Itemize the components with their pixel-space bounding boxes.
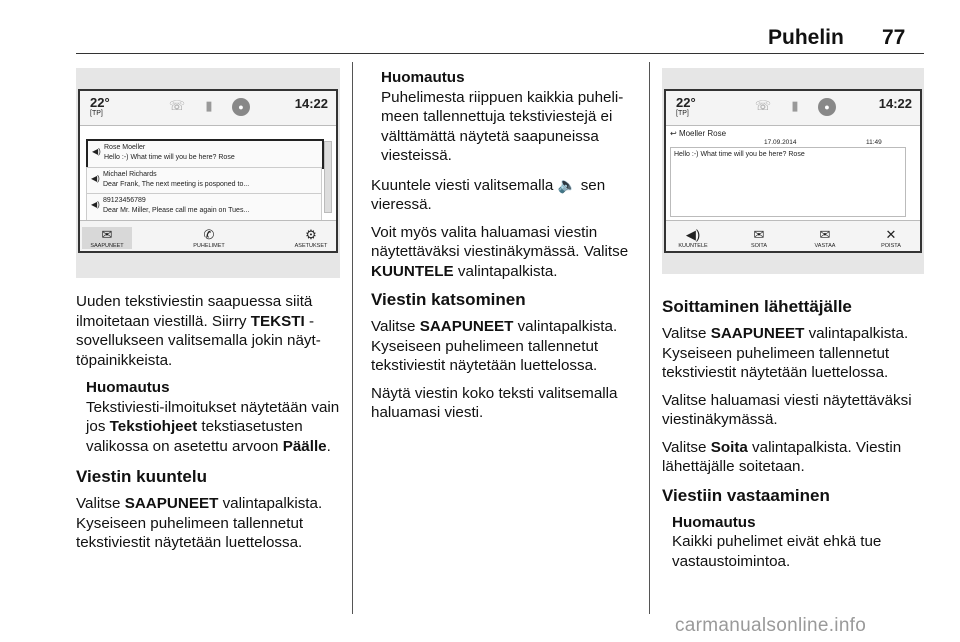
- column-1: [76, 292, 344, 561]
- status-bar: [666, 91, 920, 126]
- envelope-phone-icon: ✉: [753, 227, 765, 242]
- inbox-button[interactable]: ✉ SAAPUNEET: [82, 227, 132, 249]
- back-arrow-icon[interactable]: ↩: [670, 129, 677, 138]
- message-header: [670, 129, 726, 138]
- message-sender: Michael Richards: [103, 171, 157, 178]
- speaker-icon[interactable]: ◀): [91, 174, 100, 183]
- message-time: 11:49: [866, 139, 882, 146]
- note-text: Puhelimesta riippuen kaikkia puheli-meen tallennettuja tekstiviestejä ei välttämättä näytetä saapuneissa viesteissä.: [381, 88, 624, 164]
- paragraph-new-message: Uuden tekstiviestin saapuessa siitä ilmoitetaan viestillä. Siirry TEKSTI -sovellukseen valitsemalla jokin näyt-töpainikkeista.: [76, 293, 321, 369]
- message-sender: 89123456789: [103, 197, 146, 204]
- screen-message-list: [78, 89, 338, 253]
- bottom-bar: [666, 220, 920, 251]
- column-divider-1: [352, 62, 353, 614]
- column-3: [662, 296, 928, 581]
- speaker-icon[interactable]: ◀): [92, 147, 101, 156]
- paragraph-listen: Valitse SAAPUNEET valintapalkista. Kyseiseen puhelimeen tallennetut tekstiviestit näytetään luettelossa.: [76, 495, 323, 551]
- settings-button[interactable]: ⚙ ASETUKSET: [286, 227, 336, 249]
- message-row-3[interactable]: [86, 193, 322, 221]
- heading-view: Viestin katsominen: [371, 290, 526, 309]
- message-sender: Moeller Rose: [678, 129, 727, 138]
- paragraph-listen-icon: Kuuntele viesti valitsemalla 🔈 sen vieressä.: [371, 176, 606, 213]
- phone-icon[interactable]: ☏: [168, 98, 186, 113]
- header-rule: [76, 53, 924, 54]
- watermark: carmanualsonline.info: [675, 615, 867, 636]
- paragraph-call-2: Valitse haluamasi viesti näytettäväksi viestinäkymässä.: [662, 391, 912, 428]
- column-divider-2: [649, 62, 650, 614]
- phone-icon: ✆: [203, 227, 215, 242]
- temperature: 22°: [90, 95, 110, 110]
- tp-indicator: [TP]: [676, 110, 689, 117]
- message-preview: Hello :-) What time will you be here? Rose: [104, 154, 235, 161]
- phone-icon[interactable]: ☏: [754, 98, 772, 113]
- speaker-icon: 🔈: [557, 176, 577, 194]
- delete-button[interactable]: ✕ POISTA: [866, 227, 916, 249]
- paragraph-view: Valitse SAAPUNEET valintapalkista. Kyseiseen puhelimeen tallennetut tekstiviestit näytetään luettelossa.: [371, 318, 618, 374]
- message-preview: Dear Mr. Miller, Please call me again on Tues...: [103, 207, 250, 214]
- message-body: Hello :-) What time will you be here? Rose: [670, 147, 906, 217]
- page-number: 77: [882, 26, 906, 49]
- settings-dot-icon[interactable]: ●: [818, 98, 836, 116]
- message-sender: Rose Moeller: [104, 144, 146, 151]
- reply-envelope-icon: ✉: [819, 227, 831, 242]
- screen-message-view: [664, 89, 922, 253]
- note-text: Kaikki puhelimet eivät ehkä tue vastaustoimintoa.: [672, 533, 882, 570]
- scrollbar[interactable]: [324, 141, 332, 213]
- phones-button[interactable]: ✆ PUHELIMET: [184, 227, 234, 249]
- note-heading: Huomautus: [672, 513, 756, 531]
- page-section-title: Puhelin: [768, 26, 844, 49]
- speaker-icon: ◀): [685, 227, 701, 242]
- note-text: Tekstiviesti-ilmoitukset näytetään vain jos Tekstiohjeet tekstiasetusten valikossa on asetettu arvoon Päälle.: [86, 398, 340, 455]
- note-heading: Huomautus: [86, 379, 170, 396]
- speaker-icon[interactable]: ◀): [91, 200, 100, 209]
- settings-dot-icon[interactable]: ●: [232, 98, 250, 116]
- settings-icon: ⚙: [305, 227, 317, 242]
- figure-message-list: [76, 68, 340, 278]
- clock: 14:22: [294, 96, 328, 111]
- close-icon: ✕: [885, 227, 897, 242]
- figure-message-view: [662, 68, 924, 274]
- heading-reply: Viestiin vastaaminen: [662, 485, 830, 505]
- reply-button[interactable]: ✉ VASTAA: [800, 227, 850, 249]
- note-box: [662, 513, 928, 572]
- heading-call-sender: Soittaminen lähettäjälle: [662, 297, 852, 316]
- message-row-2[interactable]: [86, 167, 322, 195]
- temperature: 22°: [676, 95, 696, 110]
- paragraph-view-full: Näytä viestin koko teksti valitsemalla haluamasi viesti.: [371, 384, 618, 421]
- paragraph-call-3: Valitse Soita valintapalkista. Viestin lähettäjälle soitetaan.: [662, 438, 902, 475]
- heading-listen: Viestin kuuntelu: [76, 467, 207, 486]
- message-preview: Dear Frank, The next meeting is posponed to...: [103, 181, 250, 188]
- device-icon[interactable]: ▮: [205, 98, 213, 113]
- paragraph-call-1: Valitse SAAPUNEET valintapalkista. Kyseiseen puhelimeen tallennetut tekstiviestit näytetään luettelossa.: [662, 325, 909, 381]
- listen-button[interactable]: ◀) KUUNTELE: [668, 227, 718, 249]
- note-box: [371, 68, 639, 166]
- note-box: [76, 378, 344, 456]
- call-button[interactable]: ✉ SOITA: [734, 227, 784, 249]
- bottom-bar: [80, 220, 336, 251]
- paragraph-select-listen: Voit myös valita haluamasi viestin näytettäväksi viestinäkymässä. Valitse KUUNTELE valintapalkista.: [371, 223, 629, 280]
- message-row-1[interactable]: [86, 139, 324, 169]
- clock: 14:22: [878, 96, 912, 111]
- tp-indicator: [TP]: [90, 110, 103, 117]
- column-2: [371, 68, 639, 431]
- device-icon[interactable]: ▮: [791, 98, 799, 113]
- envelope-icon: ✉: [101, 227, 113, 242]
- message-date: 17.09.2014: [764, 139, 797, 146]
- status-bar: [80, 91, 336, 126]
- note-heading: Huomautus: [381, 69, 465, 86]
